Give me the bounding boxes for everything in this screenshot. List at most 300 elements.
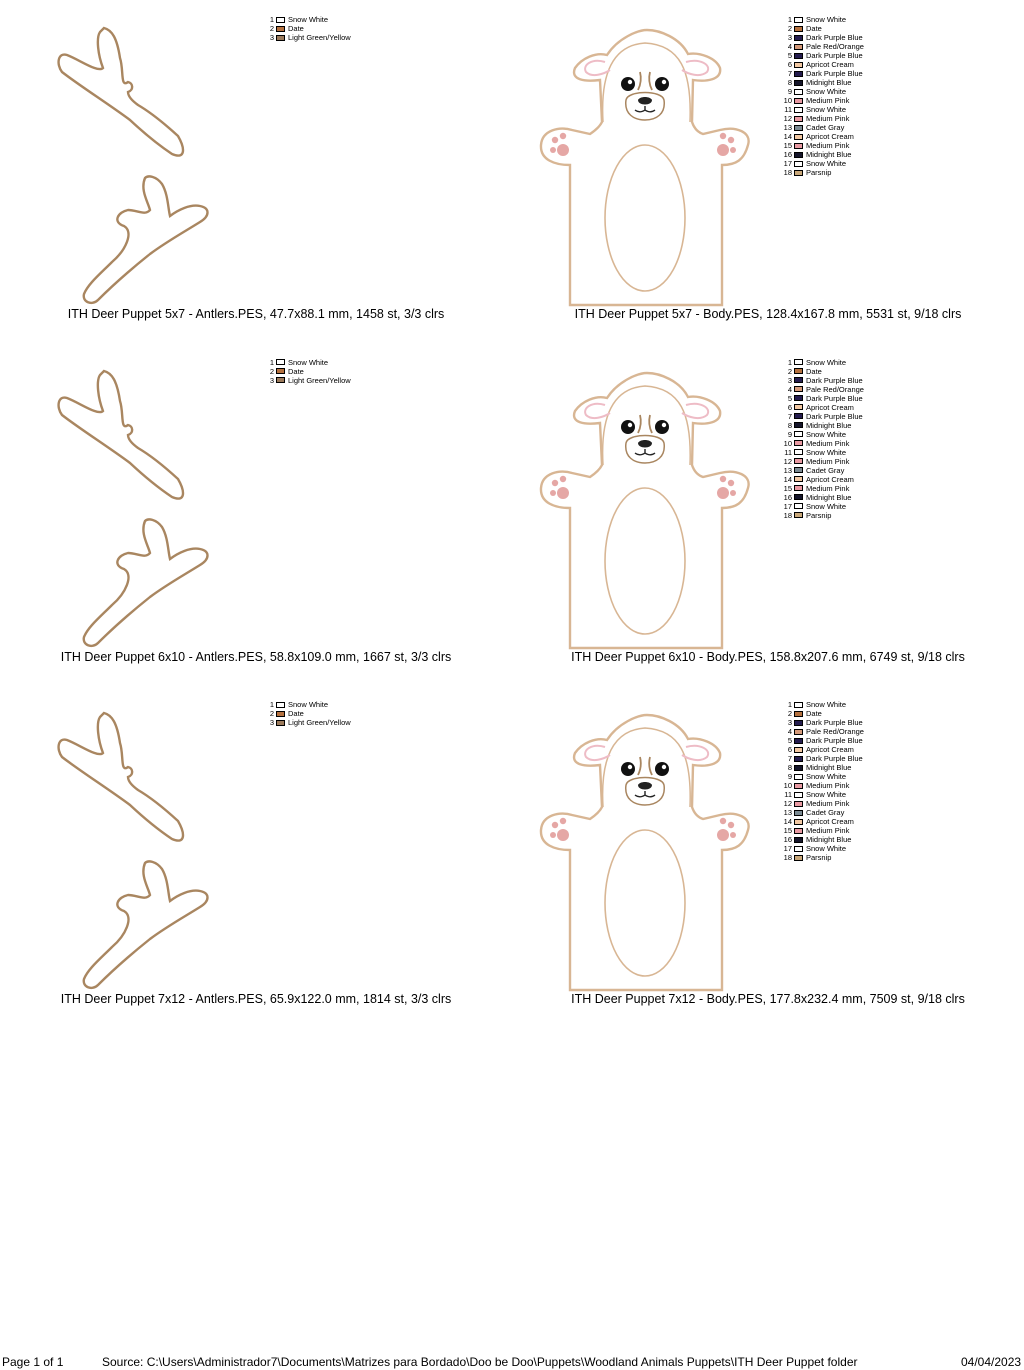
legend-row (778, 745, 864, 754)
color-swatch (794, 476, 803, 482)
paw-toe (720, 133, 726, 139)
color-swatch (794, 485, 803, 491)
paw-toe (560, 818, 566, 824)
legend-name: Date (806, 709, 822, 718)
legend-row (778, 502, 864, 511)
legend-name: Dark Purple Blue (806, 33, 863, 42)
legend-num: 15 (783, 483, 792, 493)
color-swatch (794, 17, 803, 23)
legend-row (778, 790, 864, 799)
legend-num: 4 (787, 384, 792, 394)
antler-bottom (84, 861, 208, 987)
legend-row (778, 358, 864, 367)
antler-top (59, 371, 183, 499)
color-swatch (794, 44, 803, 50)
paw-toe (552, 822, 558, 828)
legend-row (778, 168, 864, 177)
antlers-design (0, 695, 512, 1037)
body-artwork (512, 10, 1024, 310)
legend-num: 8 (787, 78, 792, 87)
color-swatch (794, 828, 803, 834)
legend-row (266, 709, 351, 718)
antlers-design (0, 353, 512, 695)
legend-num: 2 (269, 366, 274, 376)
paw-pad (557, 829, 569, 841)
legend-row (778, 132, 864, 141)
legend-row (778, 376, 864, 385)
legend-row (778, 439, 864, 448)
legend-num: 3 (269, 375, 274, 385)
legend-name: Snow White (806, 700, 847, 709)
legend-num: 11 (784, 447, 792, 457)
legend-num: 3 (787, 33, 792, 42)
color-swatch (794, 494, 803, 500)
body-design (512, 353, 1024, 695)
left-eye-glint (628, 422, 632, 426)
color-swatch (794, 143, 803, 149)
color-swatch (794, 774, 803, 780)
paw-toe (720, 818, 726, 824)
legend-name: Snow White (806, 105, 847, 114)
legend-name: Apricot Cream (806, 132, 854, 141)
legend-row (778, 385, 864, 394)
legend-num: 16 (783, 492, 792, 502)
legend-row (778, 700, 864, 709)
color-swatch (794, 413, 803, 419)
color-legend (266, 358, 351, 385)
legend-num: 5 (787, 736, 792, 745)
design-caption: ITH Deer Puppet 5x7 - Antlers.PES, 47.7x88.1 mm, 1458 st, 3/3 clrs (67, 307, 445, 321)
design-caption: ITH Deer Puppet 7x12 - Body.PES, 177.8x232.4 mm, 7509 st, 9/18 clrs (571, 992, 965, 1006)
color-swatch (794, 819, 803, 825)
legend-name: Snow White (806, 159, 847, 168)
paw-toe (550, 832, 556, 838)
legend-row (778, 817, 864, 826)
color-swatch (794, 368, 803, 374)
legend-num: 7 (787, 411, 792, 421)
paw-toe (730, 832, 736, 838)
legend-name: Medium Pink (806, 826, 850, 835)
legend-name: Light Green/Yellow (288, 718, 351, 727)
legend-row (778, 367, 864, 376)
antler-bottom (84, 176, 208, 302)
legend-row (778, 394, 864, 403)
legend-name: Parsnip (806, 510, 832, 520)
legend-name: Midnight Blue (806, 420, 852, 430)
legend-num: 3 (787, 375, 792, 385)
color-swatch (794, 62, 803, 68)
legend-name: Apricot Cream (806, 474, 854, 484)
left-eye (621, 762, 635, 776)
legend-num: 8 (787, 420, 792, 430)
legend-name: Snow White (806, 15, 847, 24)
color-swatch (794, 359, 803, 365)
color-swatch (794, 89, 803, 95)
legend-name: Dark Purple Blue (806, 718, 863, 727)
legend-num: 13 (783, 123, 792, 132)
color-swatch (276, 720, 285, 726)
legend-name: Light Green/Yellow (288, 33, 351, 42)
color-swatch (794, 846, 803, 852)
legend-row (778, 808, 864, 817)
legend-row (778, 826, 864, 835)
legend-row (266, 376, 351, 385)
color-swatch (794, 71, 803, 77)
legend-name: Snow White (806, 357, 847, 367)
legend-row (778, 42, 864, 51)
legend-num: 18 (783, 853, 792, 862)
legend-row (778, 727, 864, 736)
legend-num: 17 (783, 501, 792, 511)
legend-num: 1 (269, 700, 274, 709)
legend-name: Midnight Blue (806, 150, 852, 159)
legend-row (778, 484, 864, 493)
right-eye (655, 420, 669, 434)
legend-row (266, 15, 351, 24)
legend-name: Pale Red/Orange (806, 42, 864, 51)
color-swatch (794, 810, 803, 816)
legend-num: 15 (783, 141, 792, 150)
legend-name: Date (288, 709, 304, 718)
color-swatch (794, 98, 803, 104)
legend-num: 2 (269, 24, 274, 33)
legend-row (778, 763, 864, 772)
legend-name: Cadet Gray (806, 465, 845, 475)
legend-num: 10 (783, 781, 792, 790)
color-legend (778, 15, 864, 177)
legend-row (778, 412, 864, 421)
legend-name: Apricot Cream (806, 745, 854, 754)
legend-num: 13 (783, 808, 792, 817)
legend-row (778, 123, 864, 132)
legend-name: Midnight Blue (806, 492, 852, 502)
legend-num: 12 (783, 799, 792, 808)
legend-num: 8 (787, 763, 792, 772)
design-caption: ITH Deer Puppet 5x7 - Body.PES, 128.4x167.8 mm, 5531 st, 9/18 clrs (574, 307, 962, 321)
color-legend (778, 700, 864, 862)
left-eye (621, 77, 635, 91)
legend-row (778, 78, 864, 87)
legend-num: 13 (783, 465, 792, 475)
paw-toe (552, 137, 558, 143)
legend-row (266, 358, 351, 367)
legend-row (778, 799, 864, 808)
antler-bottom (84, 519, 208, 645)
paw-toe (730, 147, 736, 153)
legend-name: Apricot Cream (806, 60, 854, 69)
legend-row (778, 772, 864, 781)
color-swatch (794, 783, 803, 789)
legend-name: Medium Pink (806, 799, 850, 808)
body-outline (541, 30, 749, 305)
legend-num: 18 (783, 510, 792, 520)
legend-row (778, 754, 864, 763)
color-swatch (794, 377, 803, 383)
legend-name: Cadet Gray (806, 808, 845, 817)
legend-name: Medium Pink (806, 96, 850, 105)
color-swatch (794, 26, 803, 32)
antler-top (59, 713, 183, 841)
legend-num: 3 (269, 33, 274, 42)
color-swatch (794, 449, 803, 455)
legend-name: Pale Red/Orange (806, 727, 864, 736)
paw-toe (560, 133, 566, 139)
left-eye-glint (628, 80, 632, 84)
antlers-design (0, 10, 512, 352)
legend-num: 3 (787, 718, 792, 727)
legend-row (778, 403, 864, 412)
legend-name: Dark Purple Blue (806, 754, 863, 763)
body-artwork (512, 353, 1024, 653)
legend-name: Date (288, 366, 304, 376)
left-eye (621, 420, 635, 434)
paw-toe (560, 475, 566, 481)
paw-pad (557, 487, 569, 499)
legend-name: Date (806, 24, 822, 33)
legend-num: 2 (787, 366, 792, 376)
legend-name: Snow White (806, 87, 847, 96)
color-swatch (276, 711, 285, 717)
legend-name: Snow White (288, 700, 329, 709)
legend-row (778, 150, 864, 159)
paw-toe (550, 490, 556, 496)
color-swatch (276, 702, 285, 708)
color-swatch (794, 440, 803, 446)
legend-row (778, 475, 864, 484)
legend-row (266, 33, 351, 42)
design-caption: ITH Deer Puppet 6x10 - Body.PES, 158.8x207.6 mm, 6749 st, 9/18 clrs (571, 649, 965, 664)
color-swatch (794, 765, 803, 771)
body-design (512, 10, 1024, 352)
legend-num: 6 (787, 402, 792, 412)
antler-top (59, 28, 183, 156)
legend-row (778, 736, 864, 745)
legend-num: 1 (269, 357, 274, 367)
legend-row (778, 430, 864, 439)
paw-toe (728, 137, 734, 143)
legend-name: Snow White (806, 429, 847, 439)
legend-row (778, 421, 864, 430)
color-swatch (794, 161, 803, 167)
color-legend (778, 358, 864, 520)
paw-toe (720, 475, 726, 481)
legend-num: 9 (787, 772, 792, 781)
legend-num: 7 (787, 754, 792, 763)
legend-row (778, 159, 864, 168)
legend-name: Date (806, 366, 822, 376)
color-swatch (794, 729, 803, 735)
footer-source: Source: C:\Users\Administrador7\Documents\Matrizes para Bordado\Doo be Doo\Puppets\Woodland Animals Puppets\ITH Deer Puppet folder (102, 1355, 858, 1369)
color-swatch (794, 503, 803, 509)
right-eye (655, 77, 669, 91)
legend-name: Midnight Blue (806, 78, 852, 87)
legend-name: Dark Purple Blue (806, 375, 863, 385)
legend-row (778, 96, 864, 105)
legend-num: 1 (787, 357, 792, 367)
legend-num: 14 (783, 474, 792, 484)
legend-num: 15 (783, 826, 792, 835)
color-swatch (794, 431, 803, 437)
color-swatch (794, 467, 803, 473)
legend-row (266, 718, 351, 727)
color-swatch (794, 53, 803, 59)
legend-row (778, 114, 864, 123)
antlers-artwork (0, 10, 260, 310)
legend-row (266, 24, 351, 33)
color-swatch (794, 702, 803, 708)
body-artwork (512, 695, 1024, 995)
color-swatch (794, 395, 803, 401)
legend-name: Dark Purple Blue (806, 411, 863, 421)
color-swatch (794, 756, 803, 762)
legend-num: 17 (783, 844, 792, 853)
legend-name: Dark Purple Blue (806, 393, 863, 403)
color-swatch (794, 404, 803, 410)
legend-name: Medium Pink (806, 483, 850, 493)
paw-toe (730, 490, 736, 496)
color-swatch (794, 855, 803, 861)
color-swatch (794, 711, 803, 717)
legend-name: Apricot Cream (806, 402, 854, 412)
right-eye-glint (662, 80, 666, 84)
color-swatch (276, 359, 285, 365)
legend-num: 6 (787, 60, 792, 69)
color-swatch (276, 368, 285, 374)
legend-name: Parsnip (806, 853, 832, 862)
legend-row (778, 51, 864, 60)
legend-name: Apricot Cream (806, 817, 854, 826)
body-design (512, 695, 1024, 1037)
legend-row (266, 367, 351, 376)
legend-num: 2 (269, 709, 274, 718)
color-swatch (794, 35, 803, 41)
legend-row (778, 87, 864, 96)
legend-num: 4 (787, 727, 792, 736)
design-caption: ITH Deer Puppet 7x12 - Antlers.PES, 65.9x122.0 mm, 1814 st, 3/3 clrs (60, 992, 452, 1006)
legend-num: 1 (787, 700, 792, 709)
legend-name: Snow White (806, 772, 847, 781)
color-swatch (794, 107, 803, 113)
legend-num: 17 (783, 159, 792, 168)
paw-pad (717, 829, 729, 841)
legend-num: 9 (787, 87, 792, 96)
legend-row (778, 511, 864, 520)
legend-name: Snow White (806, 447, 847, 457)
legend-name: Medium Pink (806, 456, 850, 466)
legend-row (778, 33, 864, 42)
paw-toe (728, 822, 734, 828)
color-swatch (276, 35, 285, 41)
legend-name: Snow White (288, 357, 329, 367)
legend-num: 11 (784, 790, 792, 799)
color-swatch (794, 116, 803, 122)
legend-row (778, 493, 864, 502)
legend-row (778, 466, 864, 475)
color-swatch (794, 134, 803, 140)
legend-row (778, 457, 864, 466)
legend-num: 14 (783, 132, 792, 141)
legend-num: 16 (783, 835, 792, 844)
color-swatch (276, 26, 285, 32)
legend-num: 5 (787, 393, 792, 403)
legend-row (778, 448, 864, 457)
legend-row (778, 69, 864, 78)
footer-date: 04/04/2023 (961, 1355, 1022, 1369)
legend-num: 1 (269, 15, 274, 24)
legend-num: 4 (787, 42, 792, 51)
left-eye-glint (628, 765, 632, 769)
legend-num: 11 (784, 105, 792, 114)
color-swatch (794, 80, 803, 86)
legend-num: 3 (269, 718, 274, 727)
legend-row (778, 141, 864, 150)
paw-pad (717, 144, 729, 156)
right-eye (655, 762, 669, 776)
legend-name: Medium Pink (806, 438, 850, 448)
legend-row (778, 835, 864, 844)
color-swatch (794, 170, 803, 176)
color-swatch (276, 17, 285, 23)
legend-name: Dark Purple Blue (806, 51, 863, 60)
legend-num: 12 (783, 114, 792, 123)
legend-name: Medium Pink (806, 114, 850, 123)
legend-name: Pale Red/Orange (806, 384, 864, 394)
legend-name: Parsnip (806, 168, 832, 177)
body-outline (541, 715, 749, 990)
legend-num: 16 (783, 150, 792, 159)
legend-num: 7 (787, 69, 792, 78)
color-swatch (794, 837, 803, 843)
legend-row (778, 24, 864, 33)
legend-num: 1 (787, 15, 792, 24)
color-swatch (794, 125, 803, 131)
legend-name: Snow White (806, 790, 847, 799)
legend-name: Light Green/Yellow (288, 375, 351, 385)
antlers-artwork (0, 695, 260, 995)
legend-num: 2 (787, 709, 792, 718)
legend-name: Dark Purple Blue (806, 736, 863, 745)
body-outline (541, 373, 749, 648)
paw-toe (552, 479, 558, 485)
color-swatch (794, 792, 803, 798)
legend-name: Medium Pink (806, 781, 850, 790)
color-swatch (794, 720, 803, 726)
paw-toe (550, 147, 556, 153)
legend-num: 10 (783, 438, 792, 448)
legend-num: 9 (787, 429, 792, 439)
legend-num: 12 (783, 456, 792, 466)
legend-row (778, 60, 864, 69)
legend-num: 10 (783, 96, 792, 105)
paw-pad (717, 487, 729, 499)
paw-pad (557, 144, 569, 156)
legend-row (778, 844, 864, 853)
legend-num: 6 (787, 745, 792, 754)
legend-name: Midnight Blue (806, 763, 852, 772)
legend-name: Dark Purple Blue (806, 69, 863, 78)
color-swatch (276, 377, 285, 383)
color-swatch (794, 386, 803, 392)
legend-name: Medium Pink (806, 141, 850, 150)
color-swatch (794, 152, 803, 158)
legend-row (266, 700, 351, 709)
antlers-artwork (0, 353, 260, 653)
legend-num: 2 (787, 24, 792, 33)
right-eye-glint (662, 765, 666, 769)
color-swatch (794, 422, 803, 428)
color-swatch (794, 747, 803, 753)
right-eye-glint (662, 422, 666, 426)
